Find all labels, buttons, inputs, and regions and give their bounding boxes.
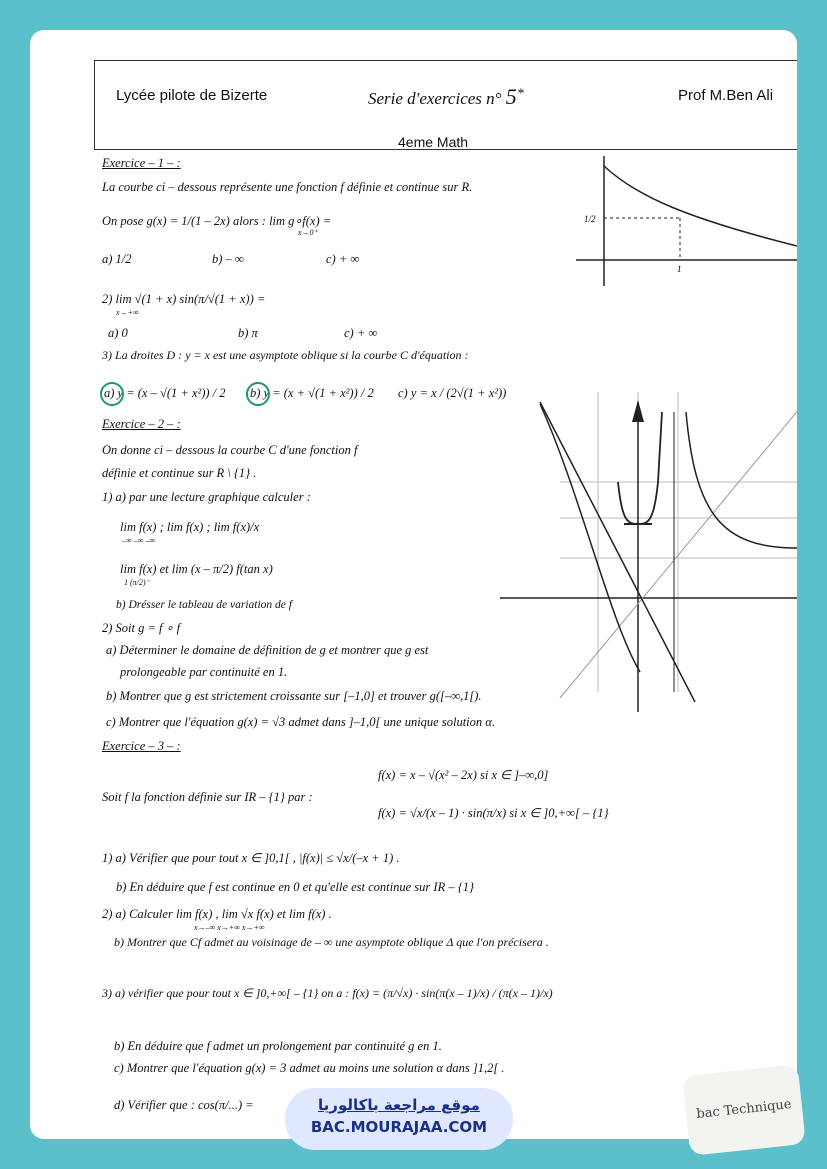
ex1-q1: On pose g(x) = 1/(1 – 2x) alors : lim g∘f(x) = bbox=[102, 214, 332, 228]
ex3-q3a: 3) a) vérifier que pour tout x ∈ ]0,+∞[ – {1} on a : f(x) = (π/√x) · sin(π(x – 1)/x) / (π(x – 1)/x) bbox=[102, 986, 553, 1000]
site-banner-url: BAC.MOURAJAA.COM bbox=[310, 1118, 488, 1136]
ex1-q1-sub: x→0⁺ bbox=[298, 228, 318, 237]
ex2-q2a-1: a) Déterminer le domaine de définition de g et montrer que g est bbox=[106, 643, 429, 657]
ex3-title: Exercice – 3 – : bbox=[102, 739, 181, 753]
series-title bbox=[368, 84, 524, 110]
ex2-q2b: b) Montrer que g est strictement croissante sur [–1,0] et trouver g([–∞,1[). bbox=[106, 689, 482, 703]
ex3-def-2: f(x) = √x/(x – 1) · sin(π/x) si x ∈ ]0,+∞[ – {1} bbox=[378, 806, 609, 820]
ex1-q1-choice-a: a) 1/2 bbox=[102, 252, 132, 266]
class-level: 4eme Math bbox=[398, 134, 469, 150]
ex3-def-1: f(x) = x – √(x² – 2x) si x ∈ ]–∞,0] bbox=[378, 768, 549, 782]
ex2-q1b: b) Drésser le tableau de variation de f bbox=[116, 599, 292, 611]
ex1-graph-y-tick: 1/2 bbox=[584, 214, 596, 224]
exercise-sheet bbox=[30, 30, 797, 1139]
ex2-graph-oblique-asymptote bbox=[540, 402, 695, 702]
ex2-q1a: 1) a) par une lecture graphique calculer : bbox=[102, 490, 311, 504]
ex2-limits-1-sub: –∞ –∞ –∞ bbox=[122, 536, 156, 545]
ex2-graph-y-arrow bbox=[632, 400, 644, 422]
ex1-graph bbox=[576, 156, 797, 286]
ex3-q2b: b) Montrer que Cf admet au voisinage de – ∞ une asymptote oblique Δ que l'on précisera . bbox=[114, 935, 549, 949]
ex2-limits-2: lim f(x) et lim (x – π/2) f(tan x) bbox=[120, 562, 273, 576]
ex1-intro: La courbe ci – dessous représente une fonction f définie et continue sur R. bbox=[102, 180, 473, 194]
ex1-q3-choice-c: c) y = x / (2√(1 + x²)) bbox=[398, 386, 507, 400]
ex1-q2-sub: x→+∞ bbox=[116, 308, 139, 317]
teacher-name: Prof M.Ben Ali bbox=[678, 87, 774, 104]
series-title-text: Serie d'exercices n° bbox=[368, 89, 502, 108]
answer-mark-a bbox=[100, 382, 124, 406]
ex1-q3-choice-b: b) y = (x + √(1 + x²)) / 2 bbox=[250, 386, 374, 400]
ex2-limits-2-sub: 1 (π/2)⁻ bbox=[124, 578, 150, 587]
ex2-q2c: c) Montrer que l'équation g(x) = √3 admet dans ]–1,0[ une unique solution α. bbox=[106, 715, 495, 729]
series-star: * bbox=[516, 85, 524, 102]
series-number: 5 bbox=[505, 84, 517, 109]
school-name: Lycée pilote de Bizerte bbox=[116, 87, 268, 104]
ex3-q1b: b) En déduire que f est continue en 0 et qu'elle est continue sur IR – {1} bbox=[116, 880, 474, 894]
ex3-q1a: 1) a) Vérifier que pour tout x ∈ ]0,1[ , |f(x)| ≤ √x/(–x + 1) . bbox=[102, 851, 400, 865]
ex1-q2-choice-b: b) π bbox=[238, 326, 258, 340]
answer-mark-b bbox=[246, 382, 270, 406]
ex1-q3: 3) La droites D : y = x est une asymptote oblique si la courbe C d'équation : bbox=[102, 348, 469, 362]
ex2-graph-middle-branch bbox=[618, 412, 662, 524]
ex2-q2: 2) Soit g = f ∘ f bbox=[102, 621, 181, 635]
ex3-q2a-sub: x→–∞ x→+∞ x→+∞ bbox=[194, 923, 265, 932]
ex1-graph-curve bbox=[604, 166, 797, 246]
ex2-intro-1: On donne ci – dessous la courbe C d'une fonction f bbox=[102, 443, 358, 457]
ex2-graph bbox=[500, 372, 797, 712]
ex2-graph-left-branch bbox=[540, 404, 640, 672]
ex1-q2: 2) lim √(1 + x) sin(π/√(1 + x)) = bbox=[102, 292, 266, 306]
ex2-limits-1: lim f(x) ; lim f(x) ; lim f(x)/x bbox=[120, 520, 260, 534]
ex3-q3d: d) Vérifier que : cos(π/...) = bbox=[114, 1098, 254, 1112]
ex1-q2-choice-a: a) 0 bbox=[108, 326, 128, 340]
site-banner[interactable] bbox=[285, 1088, 513, 1150]
ex3-q2a: 2) a) Calculer lim f(x) , lim √x f(x) et lim f(x) . bbox=[102, 907, 332, 921]
ex1-q1-choice-c: c) + ∞ bbox=[326, 252, 360, 266]
ex2-title: Exercice – 2 – : bbox=[102, 417, 181, 431]
bac-technique-stamp: bac Technique bbox=[682, 1064, 806, 1156]
ex1-q3-choice-a: a) y = (x – √(1 + x²)) / 2 bbox=[104, 386, 226, 400]
ex1-graph-x-tick: 1 bbox=[677, 264, 682, 274]
site-banner-arabic: موقع مراجعة باكالوريا bbox=[318, 1096, 480, 1114]
ex2-q2a-2: prolongeable par continuité en 1. bbox=[120, 665, 288, 679]
ex3-def-lead: Soit f la fonction définie sur IR – {1} par : bbox=[102, 790, 313, 804]
ex3-q3b: b) En déduire que f admet un prolongement par continuité g en 1. bbox=[114, 1039, 442, 1053]
ex1-title: Exercice – 1 – : bbox=[102, 156, 181, 170]
ex2-graph-grid bbox=[560, 392, 797, 692]
ex1-q2-choice-c: c) + ∞ bbox=[344, 326, 378, 340]
ex3-q3c: c) Montrer que l'équation g(x) = 3 admet au moins une solution α dans ]1,2[ . bbox=[114, 1061, 505, 1075]
ex2-intro-2: définie et continue sur R \ {1} . bbox=[102, 466, 257, 480]
ex1-q1-choice-b: b) – ∞ bbox=[212, 252, 244, 266]
